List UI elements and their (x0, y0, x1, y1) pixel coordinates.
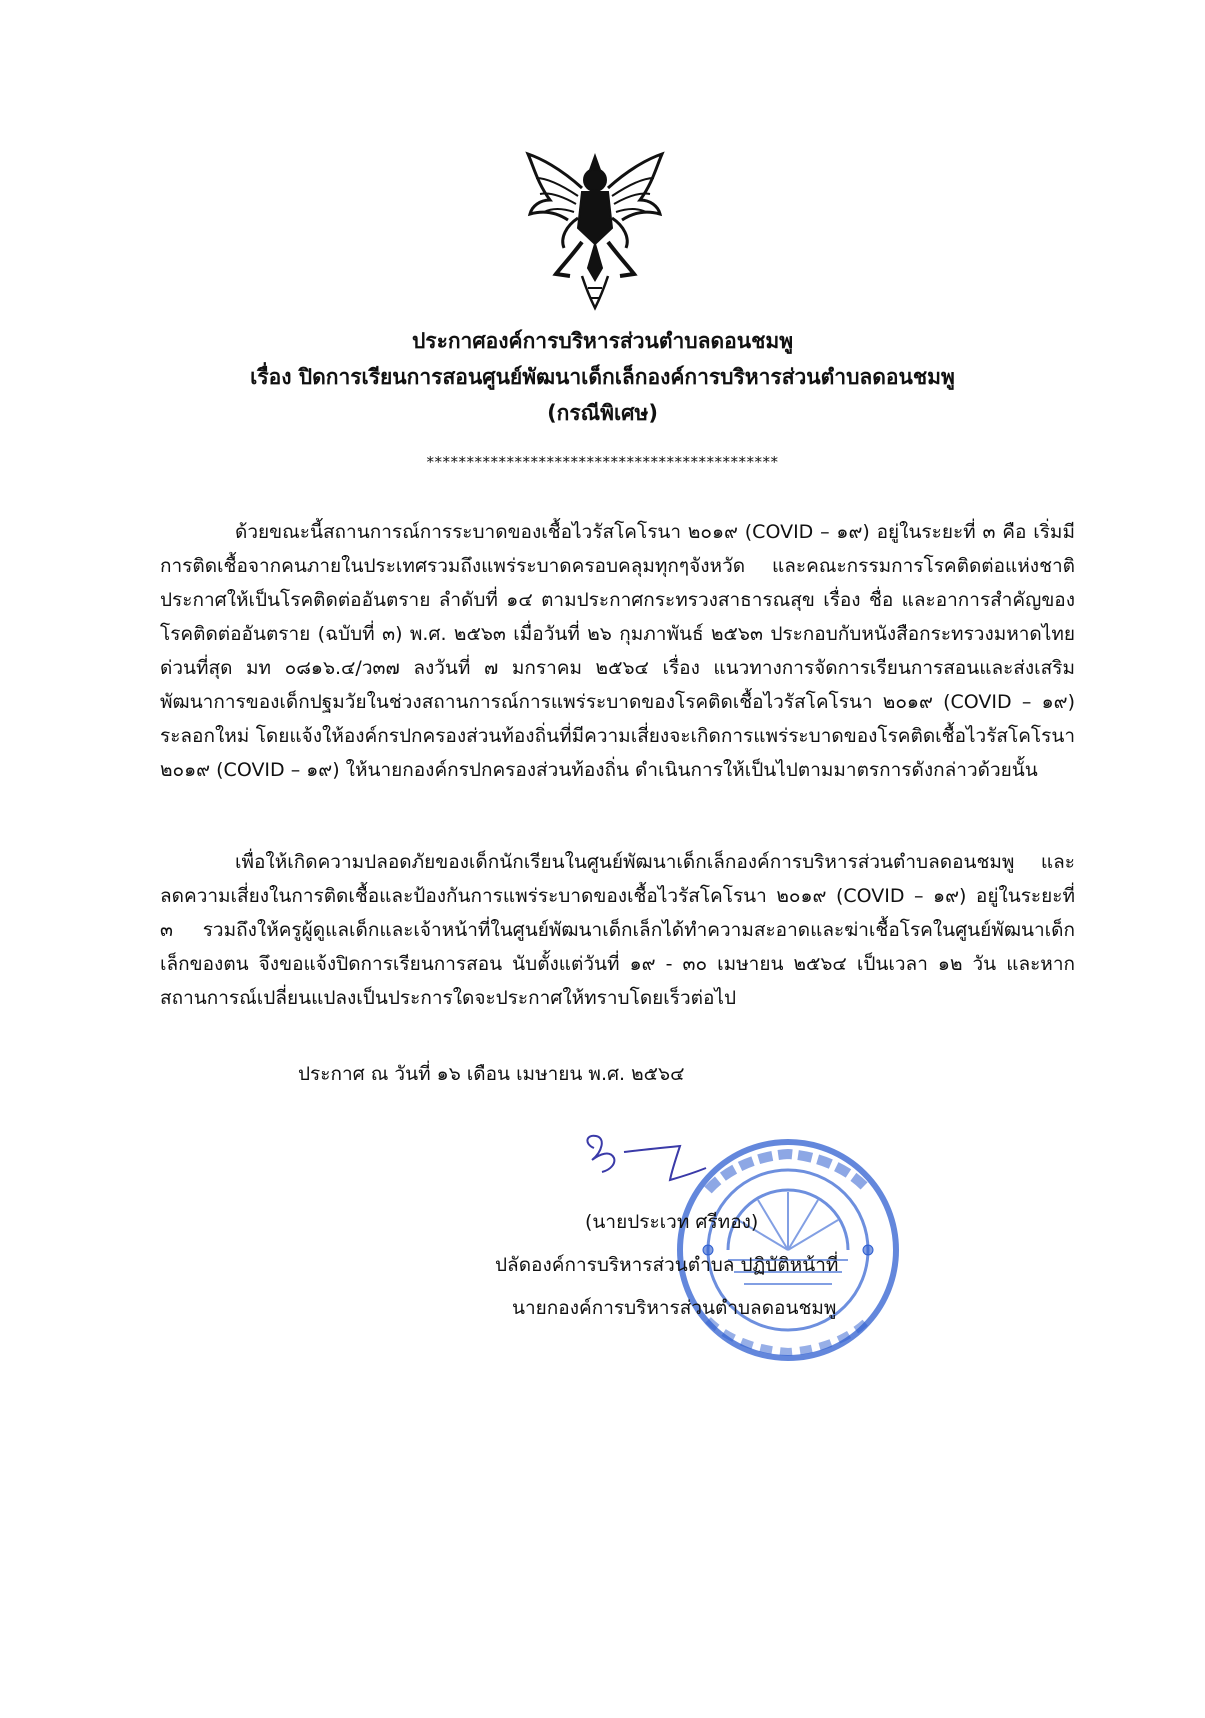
garuda-emblem-icon (520, 148, 670, 318)
signer-position-2: นายกองค์การบริหารส่วนตำบลดอนชมพู (512, 1297, 837, 1319)
signer-position-1: ปลัดองค์การบริหารส่วนตำบล ปฏิบัติหน้าที่ (495, 1254, 839, 1276)
separator-line: ******************************************** (426, 453, 779, 471)
signer-name: (นายประเวท ศรีทอง) (585, 1211, 759, 1233)
paragraph-1: ด้วยขณะนี้สถานการณ์การระบาดของเชื้อไวรัสโคโรนา ๒๐๑๙ (COVID – ๑๙) อยู่ในระยะที่ ๓ คือ เริ่มมีการติดเชื้อจากคนภายในประเทศรวมถึงแพร่ระบาดครอบคลุมทุกๆจังหวัด และคณะกรรมการโรคติดต่อแห่งชาติประกาศให้เป็นโรคติดต่ออันตราย ลำดับที่ ๑๔ ตามประกาศกระทรวงสาธารณสุข เรื่อง ชื่อ และอาการสำคัญของโรคติดต่ออันตราย (ฉบับที่ ๓) พ.ศ. ๒๕๖๓ เมื่อวันที่ ๒๖ กุมภาพันธ์ ๒๕๖๓ ประกอบกับหนังสือกระทรวงมหาดไทย ด่วนที่สุด มท ๐๘๑๖.๔/ว๓๗ ลงวันที่ ๗ มกราคม ๒๕๖๔ เรื่อง แนวทางการจัดการเรียนการสอนและส่งเสริมพัฒนาการของเด็กปฐมวัยในช่วงสถานการณ์การแพร่ระบาดของโรคติดเชื้อไวรัสโคโรนา ๒๐๑๙ (COVID – ๑๙) ระลอกใหม่ โดยแจ้งให้องค์กรปกครองส่วนท้องถิ่นที่มีความเสี่ยงจะเกิดการแพร่ระบาดของโรคติดเชื้อไวรัสโคโรนา ๒๐๑๙ (COVID – ๑๙) ให้นายกองค์กรปกครองส่วนท้องถิ่น ดำเนินการให้เป็นไปตามมาตรการดังกล่าวด้วยนั้น (160, 521, 1075, 781)
title-line-1: ประกาศองค์การบริหารส่วนตำบลดอนชมพู (411, 329, 794, 353)
title-line-2: เรื่อง ปิดการเรียนการสอนศูนย์พัฒนาเด็กเล็กองค์การบริหารส่วนตำบลดอนชมพู (250, 365, 955, 389)
title-line-3: (กรณีพิเศษ) (547, 401, 658, 425)
announcement-date: ประกาศ ณ วันที่ ๑๖ เดือน เมษายน พ.ศ. ๒๕๖๔ (298, 1063, 685, 1085)
paragraph-2: เพื่อให้เกิดความปลอดภัยของเด็กนักเรียนในศูนย์พัฒนาเด็กเล็กองค์การบริหารส่วนตำบลดอนชมพู และลดความเสี่ยงในการติดเชื้อและป้องกันการแพร่ระบาดของเชื้อไวรัสโคโรนา ๒๐๑๙ (COVID – ๑๙) อยู่ในระยะที่ ๓ รวมถึงให้ครูผู้ดูแลเด็กและเจ้าหน้าที่ในศูนย์พัฒนาเด็กเล็กได้ทำความสะอาดและฆ่าเชื้อโรคในศูนย์พัฒนาเด็กเล็กของตน จึงขอแจ้งปิดการเรียนการสอน นับตั้งแต่วันที่ ๑๙ - ๓๐ เมษายน ๒๕๖๔ เป็นเวลา ๑๒ วัน และหากสถานการณ์เปลี่ยนแปลงเป็นประการใดจะประกาศให้ทราบโดยเร็วต่อไป (160, 851, 1075, 1009)
document-title (0, 323, 1205, 431)
